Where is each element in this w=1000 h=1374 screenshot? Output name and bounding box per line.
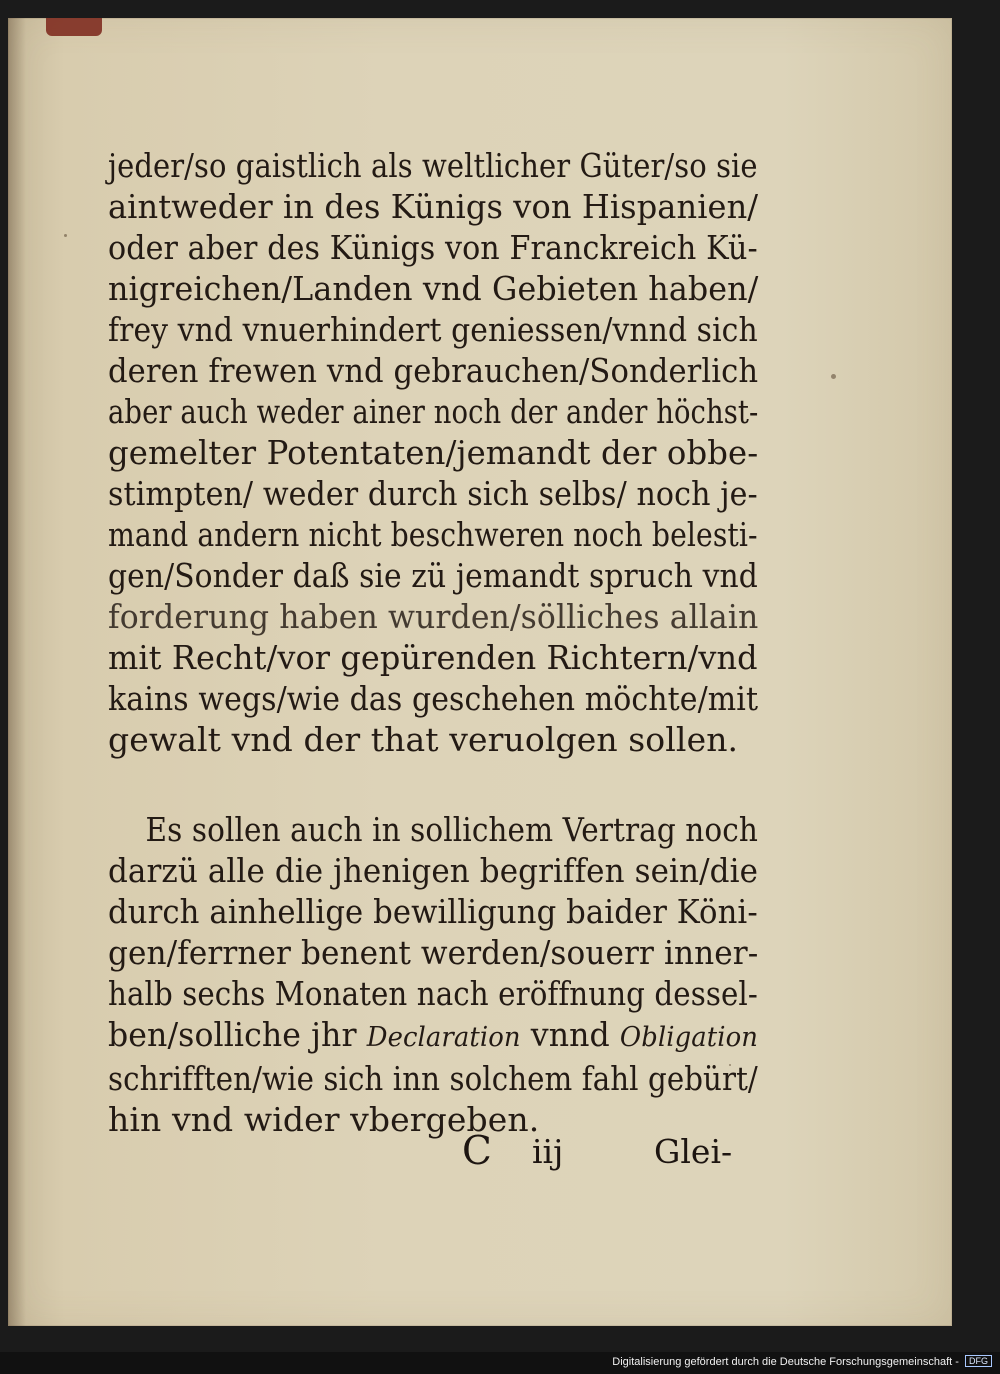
catchword: Glei- xyxy=(654,1132,733,1171)
page-footer-signature-line xyxy=(462,1129,762,1174)
text-line-17: darzü alle die jhenigen begriffen sein/die xyxy=(108,851,759,890)
text-line-11: gen/Sonder daß sie zü jemandt spruch vnd xyxy=(108,556,758,595)
text-line-21 xyxy=(108,1014,759,1058)
text-line-21-middle: vnnd xyxy=(520,1015,620,1054)
text-line-23: hin vnd wider vbergeben. xyxy=(108,1100,540,1139)
text-line-19: gen/ferrner benent werden/souerr inner- xyxy=(108,933,759,972)
binding-mark xyxy=(46,18,102,36)
digitization-credit-text: Digitalisierung gefördert durch die Deutsche Forschungsgemeinschaft xyxy=(612,1356,953,1368)
digitization-credit-separator: - xyxy=(952,1356,962,1368)
dfg-logo: DFG xyxy=(965,1355,992,1367)
paper-spot xyxy=(831,374,836,379)
text-line-6: deren frewen vnd gebrauchen/Sonderlich xyxy=(108,351,759,390)
text-line-16: Es sollen auch in sollichem Vertrag noch xyxy=(145,810,758,849)
text-line-14: kains wegs/wie das geschehen möchte/mit xyxy=(108,679,759,718)
text-line-18: durch ainhellige bewilligung baider Köni- xyxy=(108,892,758,931)
latin-term-declaration: Declaration xyxy=(366,1022,521,1053)
text-line-5: frey vnd vnuerhindert geniessen/vnnd sich xyxy=(108,310,758,349)
text-line-15: gewalt vnd der that veruolgen sollen. xyxy=(108,720,739,759)
text-line-2: aintweder in des Künigs von Hispanien/ xyxy=(108,187,759,226)
latin-term-obligation: Obligation xyxy=(619,1022,759,1053)
text-line-1: jeder/so gaistlich als weltlicher Güter/so sie xyxy=(108,146,758,185)
digitization-credit xyxy=(612,1355,992,1368)
text-line-13: mit Recht/vor gepürenden Richtern/vnd xyxy=(108,638,758,677)
text-line-7: aber auch weder ainer noch der ander höchst- xyxy=(108,392,759,431)
signature-number: iij xyxy=(532,1132,564,1171)
text-line-3: oder aber des Künigs von Franckreich Kü- xyxy=(108,228,758,267)
main-text-block xyxy=(108,145,758,1140)
paragraph-1 xyxy=(108,145,758,760)
text-line-10: mand andern nicht beschweren noch belesti- xyxy=(108,515,758,554)
signature-mark: C xyxy=(462,1129,492,1174)
text-line-9: stimpten/ weder durch sich selbs/ noch je- xyxy=(108,474,758,513)
text-line-4: nigreichen/Landen vnd Gebieten haben/ xyxy=(108,269,759,308)
text-line-12: forderung haben wurden/sölliches allain xyxy=(108,597,759,636)
text-line-21-prefix: ben/solliche jhr xyxy=(108,1015,367,1054)
text-line-8: gemelter Potentaten/jemandt der obbe- xyxy=(108,433,759,472)
paragraph-2 xyxy=(108,809,758,1140)
paper-spot xyxy=(64,234,67,237)
text-line-20: halb sechs Monaten nach eröffnung dessel- xyxy=(108,974,758,1013)
text-line-22: schrifften/wie sich inn solchem fahl gebürt/ xyxy=(108,1059,758,1098)
gutter-shadow xyxy=(8,18,26,1326)
